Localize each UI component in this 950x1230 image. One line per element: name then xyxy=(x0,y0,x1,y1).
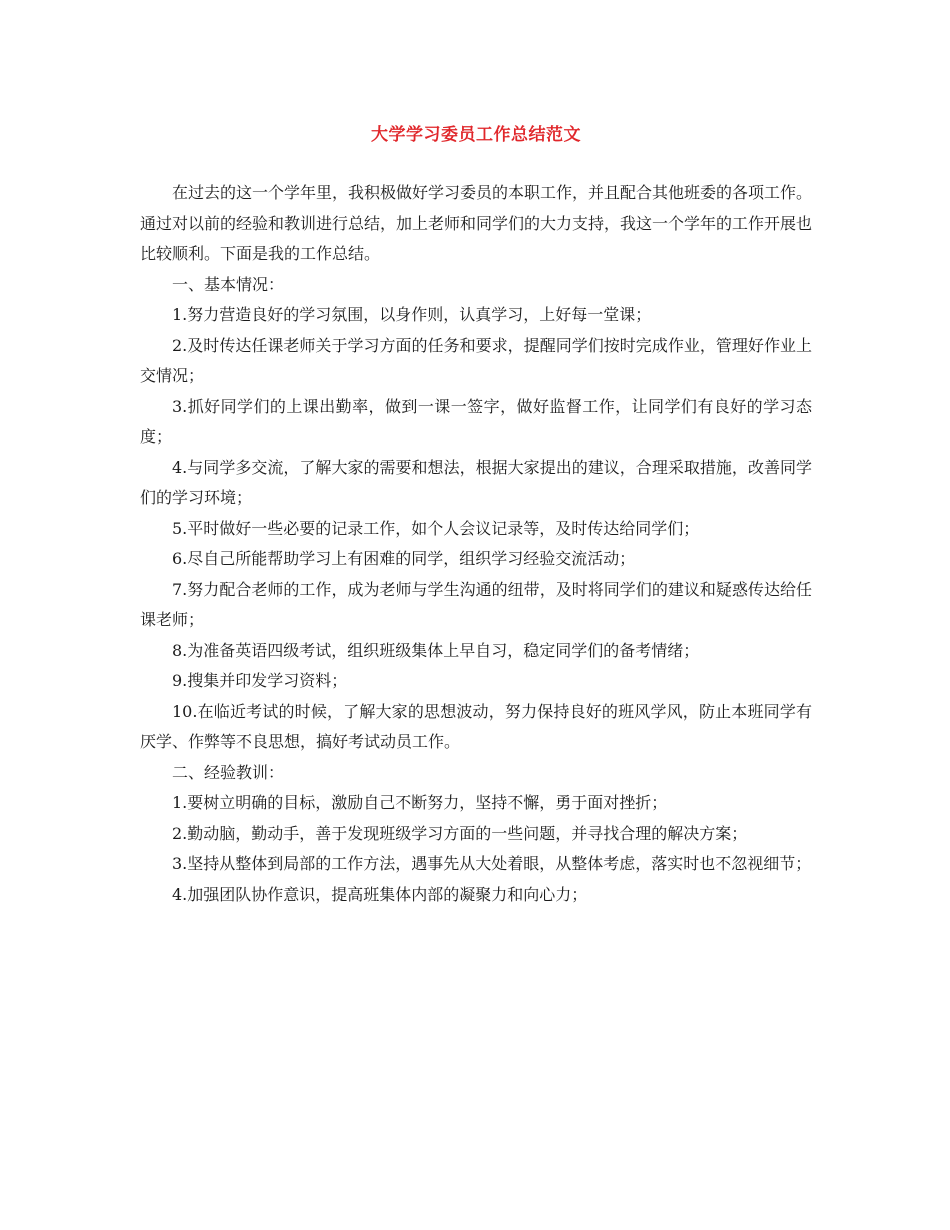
list-item: 9.搜集并印发学习资料； xyxy=(172,671,348,690)
list-item: 8.为准备英语四级考试，组织班级集体上早自习，稳定同学们的备考情绪； xyxy=(172,640,700,660)
document-title: 大学学习委员工作总结范文 xyxy=(371,125,581,145)
section-heading-basic: 一、基本情况： xyxy=(172,274,285,294)
document-body xyxy=(140,178,812,910)
section-heading-lessons: 二、经验教训： xyxy=(172,762,285,782)
list-item: 4.加强团队协作意识，提高班集体内部的凝聚力和向心力； xyxy=(172,884,588,904)
list-item: 3.坚持从整体到局部的工作方法，遇事先从大处着眼，从整体考虑，落实时也不忽视细节； xyxy=(172,854,812,873)
document-page xyxy=(140,118,812,910)
list-item: 7.努力配合老师的工作，成为老师与学生沟通的纽带，及时将同学们的建议和疑惑传达给任课老师； xyxy=(140,579,812,629)
list-item: 5.平时做好一些必要的记录工作，如个人会议记录等，及时传达给同学们； xyxy=(172,518,700,538)
list-item: 10.在临近考试的时候，了解大家的思想波动，努力保持良好的班风学风，防止本班同学有厌学、作弊等不良思想，搞好考试动员工作。 xyxy=(140,701,812,751)
list-item: 4.与同学多交流，了解大家的需要和想法，根据大家提出的建议，合理采取措施，改善同学们的学习环境； xyxy=(140,457,812,507)
paragraph-intro: 在过去的这一个学年里，我积极做好学习委员的本职工作，并且配合其他班委的各项工作。通过对以前的经验和教训进行总结，加上老师和同学们的大力支持，我这一个学年的工作开展也比较顺利。下面是我的工作总结。 xyxy=(140,183,813,263)
list-item: 1.要树立明确的目标，激励自己不断努力，坚持不懈，勇于面对挫折； xyxy=(172,793,668,812)
list-item: 2.及时传达任课老师关于学习方面的任务和要求，提醒同学们按时完成作业，管理好作业上交情况； xyxy=(140,335,812,385)
list-item: 6.尽自己所能帮助学习上有困难的同学，组织学习经验交流活动； xyxy=(172,549,636,568)
list-item: 3.抓好同学们的上课出勤率，做到一课一签字，做好监督工作，让同学们有良好的学习态度； xyxy=(140,396,812,446)
list-item: 1.努力营造良好的学习氛围，以身作则，认真学习，上好每一堂课； xyxy=(172,305,652,324)
list-item: 2.勤动脑，勤动手，善于发现班级学习方面的一些问题，并寻找合理的解决方案； xyxy=(172,823,748,843)
